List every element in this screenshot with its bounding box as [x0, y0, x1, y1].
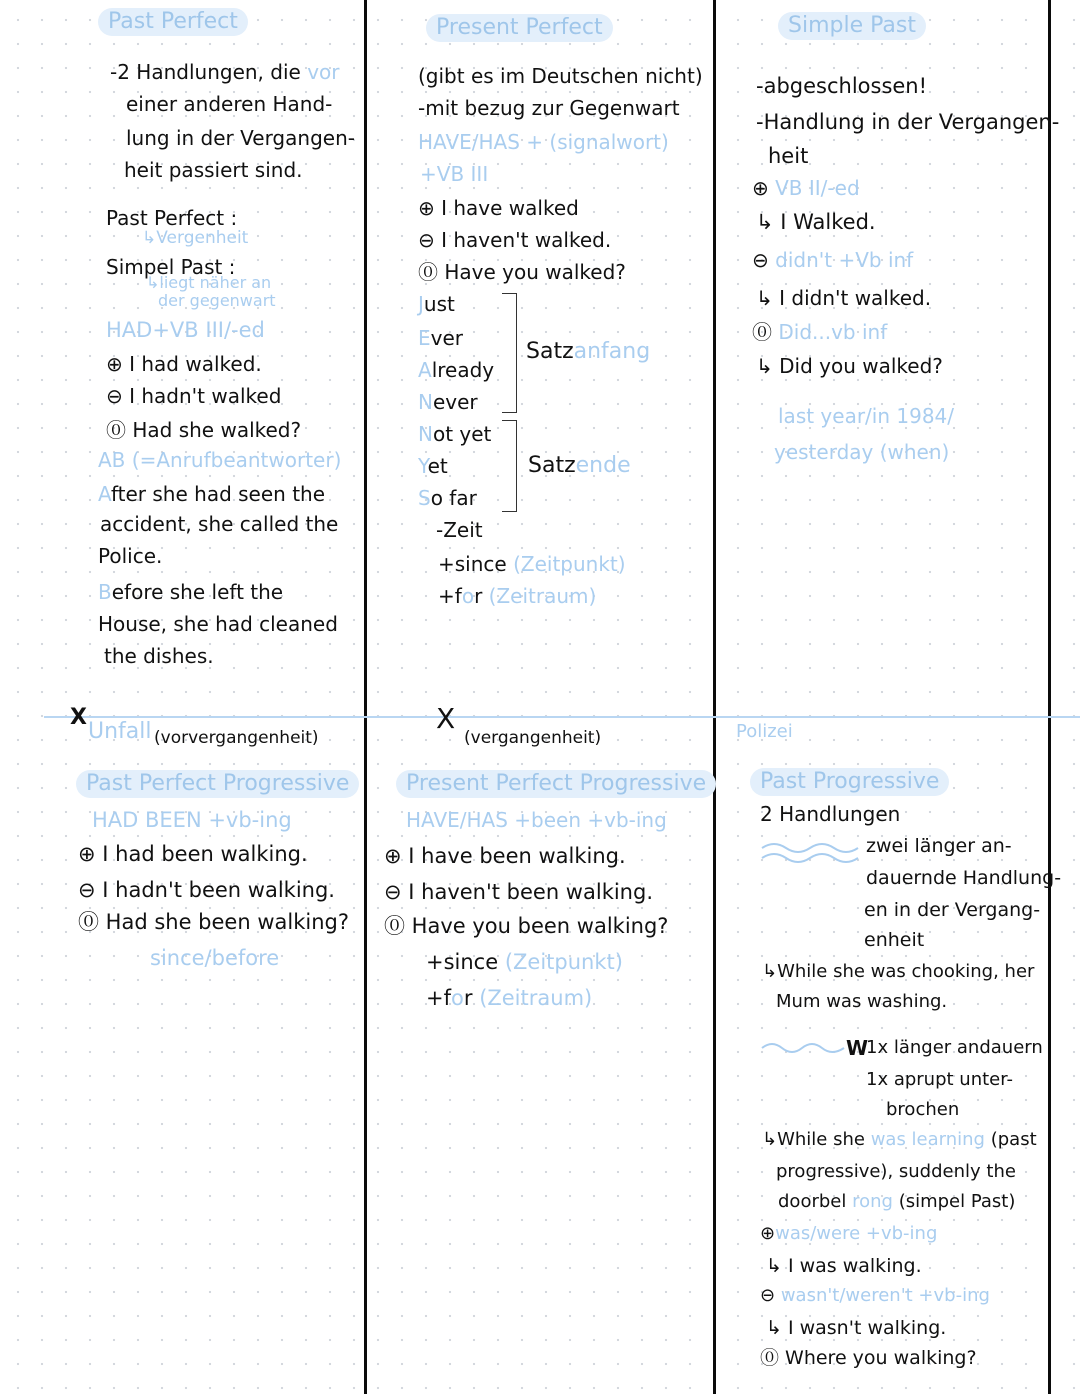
prpp-since-row: +since (Zeitpunkt): [426, 950, 623, 974]
column-divider-3: [1048, 0, 1051, 1394]
simple-past-positive: ⊕ VB II/-ed: [752, 176, 860, 200]
simple-past-line2: -Handlung in der Vergangen-: [756, 110, 1060, 134]
sp-note-2: der gegenwart: [158, 291, 276, 310]
past-perfect-desc-line1: -2 Handlungen, die vor: [110, 60, 340, 84]
pprog-negative-example: ↳ I wasn't walking.: [766, 1317, 947, 1339]
present-perfect-formula-1: HAVE/HAS + (signalwort): [418, 130, 669, 154]
wave-lines-two-actions: [760, 838, 860, 864]
unfall-label: Unfall: [88, 719, 152, 744]
for-row: +for (Zeitraum): [438, 584, 597, 608]
past-perfect-desc-line3: lung in der Vergangen-: [126, 126, 355, 150]
simple-past-signal-2: yesterday (when): [774, 440, 950, 464]
before-example-3: the dishes.: [104, 644, 214, 668]
simple-past-question-example: ↳ Did you walked?: [756, 354, 943, 378]
timeline-axis: [44, 716, 1080, 718]
past-perfect-negative: ⊖ I hadn't walked: [106, 384, 282, 408]
pprog-example-2c: doorbel rong (simpel Past): [778, 1191, 1016, 1212]
past-progressive-title: Past Progressive: [750, 768, 949, 796]
pprog-question-example: ⓪ Where you walking?: [760, 1347, 977, 1369]
past-perfect-desc-line2: einer anderen Hand-: [126, 92, 333, 116]
prpp-formula: HAVE/HAS +been +vb-ing: [406, 808, 667, 832]
since-row: +since (Zeitpunkt): [438, 552, 626, 576]
prpp-question: ⓪ Have you been walking?: [384, 914, 669, 938]
interrupt-mark: W: [846, 1036, 869, 1060]
signal-word-just: Just: [418, 292, 455, 316]
sp-label: Simpel Past :: [106, 255, 236, 279]
past-perfect-formula: HAD+VB III/-ed: [106, 318, 265, 342]
polizei-label: Polizei: [736, 721, 793, 742]
ppp-signal: since/before: [150, 946, 280, 970]
ppp-positive: ⊕ I had been walking.: [78, 842, 308, 866]
ab-mnemonic: AB (=Anrufbeantworter): [98, 448, 342, 472]
pprog-example-2b: progressive), suddenly the: [776, 1161, 1016, 1182]
pprog-negative: ⊖ wasn't/weren't +vb-ing: [760, 1285, 990, 1306]
past-perfect-progressive-title: Past Perfect Progressive: [76, 770, 359, 798]
simple-past-title: Simple Past: [778, 12, 926, 40]
present-perfect-positive: ⊕ I have walked: [418, 196, 579, 220]
vergangenheit-label: (vergangenheit): [464, 728, 602, 748]
column-divider-2: [713, 0, 716, 1394]
pprog-desc-5: 1x länger andauern: [866, 1037, 1043, 1058]
pprog-example-1b: Mum was washing.: [776, 991, 948, 1012]
pp-label: Past Perfect :: [106, 206, 238, 230]
pprog-desc-3: en in der Vergang-: [864, 899, 1041, 921]
after-example-2: accident, she called the: [100, 512, 339, 536]
wave-line-interrupted: [760, 1038, 846, 1058]
pprog-desc-1: zwei länger an-: [866, 835, 1012, 857]
timeline-cross-2: X: [436, 702, 456, 735]
ppp-formula: HAD BEEN +vb-ing: [92, 808, 292, 832]
present-perfect-question: ⓪ Have you walked?: [418, 260, 626, 284]
past-progressive-line1: 2 Handlungen: [760, 802, 901, 826]
pprog-example-1a: ↳While she was chooking, her: [762, 961, 1035, 982]
timeline-cross-1: X: [70, 705, 87, 730]
pprog-positive: ⊕was/were +vb-ing: [760, 1223, 938, 1244]
signal-word-ever: Ever: [418, 326, 464, 350]
prpp-negative: ⊖ I haven't been walking.: [384, 880, 654, 904]
prpp-positive: ⊕ I have been walking.: [384, 844, 626, 868]
signal-word-yet: Yet: [418, 454, 448, 478]
present-perfect-title: Present Perfect: [426, 14, 613, 42]
simple-past-question: ⓪ Did...vb inf: [752, 320, 888, 344]
simple-past-negative: ⊖ didn't +Vb inf: [752, 248, 914, 272]
signal-word-so-far: So far: [418, 486, 477, 510]
pprog-desc-6: 1x aprupt unter-: [866, 1069, 1013, 1090]
ppp-question: ⓪ Had she been walking?: [78, 910, 350, 934]
pprog-desc-2: dauernde Handlung-: [866, 867, 1062, 889]
after-example-1: After she had seen the: [98, 482, 326, 506]
pp-note: ↳Vergenheit: [142, 228, 249, 248]
pprog-positive-example: ↳ I was walking.: [766, 1255, 922, 1277]
before-example-1: Before she left the: [98, 580, 284, 604]
present-perfect-line2: -mit bezug zur Gegenwart: [418, 96, 680, 120]
vorvergangenheit-label: (vorvergangenheit): [154, 728, 319, 748]
before-example-2: House, she had cleaned: [98, 612, 338, 636]
present-perfect-formula-2: +VB III: [420, 162, 489, 186]
pprog-example-2a: ↳While she was learning (past: [762, 1129, 1037, 1150]
ppp-negative: ⊖ I hadn't been walking.: [78, 878, 335, 902]
present-perfect-line1: (gibt es im Deutschen nicht): [418, 64, 703, 88]
signal-word-already: Already: [418, 358, 495, 382]
simple-past-positive-example: ↳ I Walked.: [756, 210, 876, 234]
zeit-label: -Zeit: [436, 518, 483, 542]
present-perfect-negative: ⊖ I haven't walked.: [418, 228, 612, 252]
brace-satzende: [502, 420, 517, 512]
sp-note-1: ↳liegt näher an: [146, 273, 272, 292]
past-perfect-positive: ⊕ I had walked.: [106, 352, 262, 376]
past-perfect-title: Past Perfect: [98, 8, 248, 36]
past-perfect-desc-line4: heit passiert sind.: [124, 158, 303, 182]
past-perfect-question: ⓪ Had she walked?: [106, 418, 302, 442]
satzende-label: Satzende: [528, 453, 631, 478]
simple-past-negative-example: ↳ I didn't walked.: [756, 286, 932, 310]
present-perfect-progressive-title: Present Perfect Progressive: [396, 770, 716, 798]
simple-past-line3: heit: [768, 144, 809, 168]
pprog-desc-4: enheit: [864, 929, 925, 951]
satzanfang-label: Satzanfang: [526, 339, 651, 364]
column-divider-1: [364, 0, 367, 1394]
brace-satzanfang: [502, 293, 517, 413]
after-example-3: Police.: [98, 544, 163, 568]
prpp-for-row: +for (Zeitraum): [426, 986, 593, 1010]
simple-past-signal-1: last year/in 1984/: [778, 404, 955, 428]
signal-word-not-yet: Not yet: [418, 422, 492, 446]
signal-word-never: Never: [418, 390, 478, 414]
pprog-desc-7: brochen: [886, 1099, 960, 1120]
simple-past-line1: -abgeschlossen!: [756, 74, 928, 98]
